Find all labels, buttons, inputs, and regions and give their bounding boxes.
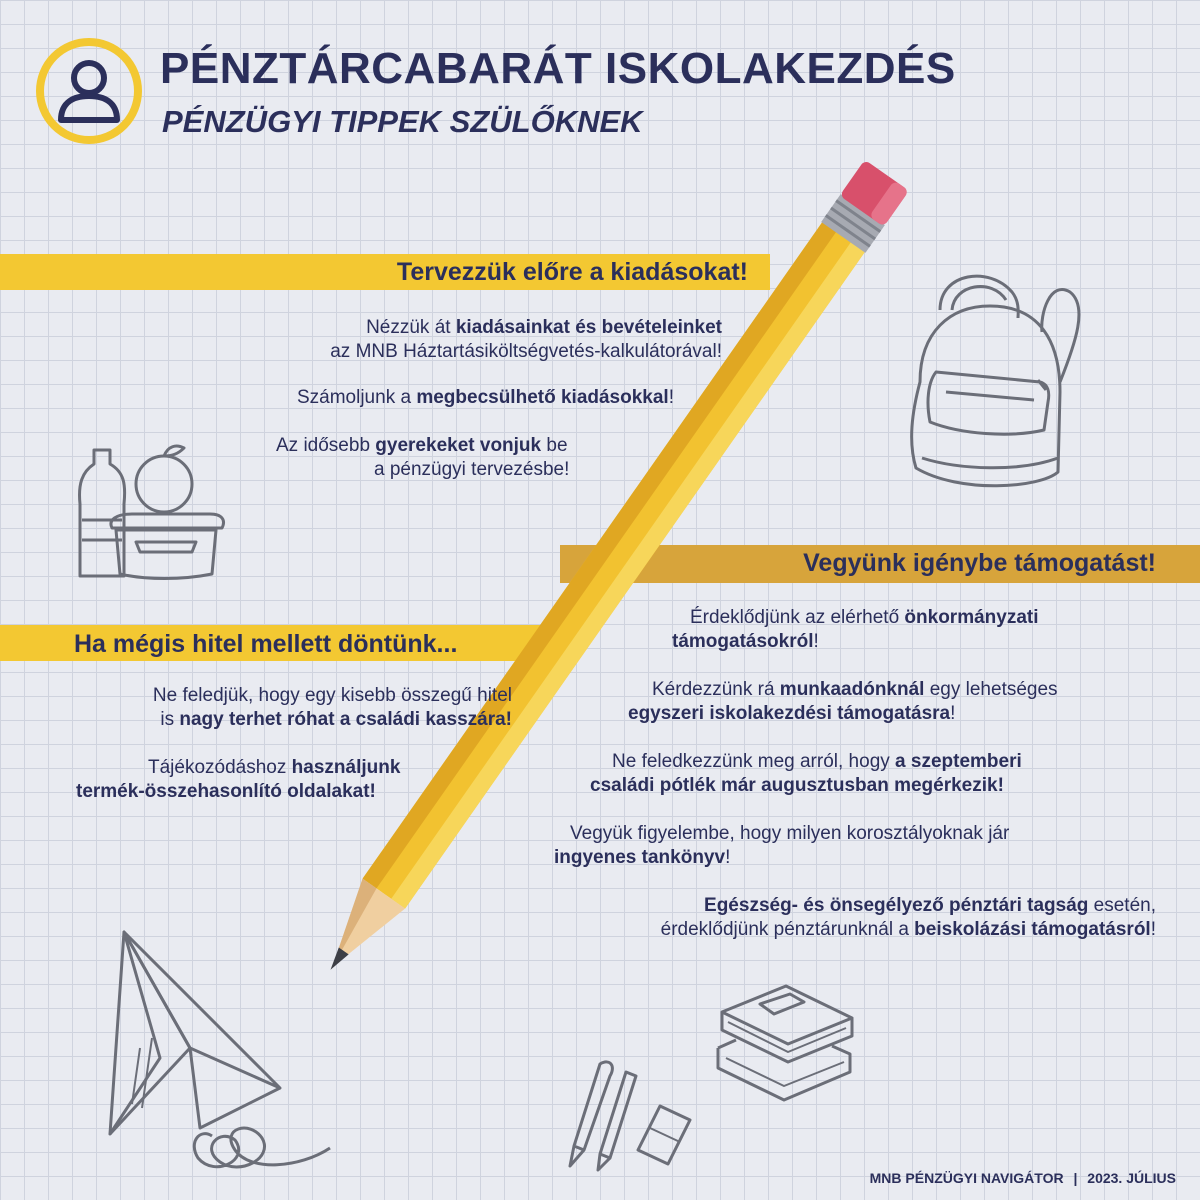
lunchbox-icon bbox=[72, 444, 232, 584]
section2-tip3: Ne feledkezzünk meg arról, hogy a szeptemberi családi pótlék már augusztusban megérkezik! bbox=[590, 751, 1022, 796]
section2-tip1: Érdeklődjünk az elérhető önkormányzati támogatásokról! bbox=[672, 607, 1039, 652]
footer-date: 2023. JÚLIUS bbox=[1087, 1170, 1176, 1186]
backpack-icon bbox=[900, 262, 1090, 502]
books-icon bbox=[712, 982, 862, 1106]
pens-icon bbox=[560, 1058, 710, 1178]
page-subtitle: PÉNZÜGYI TIPPEK SZÜLŐKNEK bbox=[162, 104, 643, 139]
section2-tip4: Vegyük figyelembe, hogy milyen korosztályoknak jár ingyenes tankönyv! bbox=[554, 823, 1010, 868]
section1-tip1: Nézzük át kiadásainkat és bevételeinket az MNB Háztartásiköltségvetés-kalkulátorával! bbox=[330, 317, 722, 362]
footer bbox=[870, 1170, 1176, 1186]
section3-heading: Ha mégis hitel mellett döntünk... bbox=[74, 630, 458, 658]
section1-tip3: Az idősebb gyerekeket vonjuk be a pénzügyi tervezésbe! bbox=[276, 435, 570, 480]
section2-tip5: Egészség- és önsegélyező pénztári tagság esetén, érdeklődjünk pénztárunknál a beiskolázási támogatásról! bbox=[660, 895, 1156, 940]
page-title: PÉNZTÁRCABARÁT ISKOLAKEZDÉS bbox=[160, 44, 956, 93]
paper-plane-icon bbox=[100, 928, 290, 1138]
section1-heading: Tervezzük előre a kiadásokat! bbox=[396, 258, 748, 286]
section2-tip2: Kérdezzünk rá munkaadónknál egy lehetséges egyszeri iskolakezdési támogatásra! bbox=[628, 679, 1058, 724]
section3-tip1: Ne feledjük, hogy egy kisebb összegű hitel is nagy terhet róhat a családi kasszára! bbox=[152, 685, 512, 730]
section3-tip2: Tájékozódáshoz használjunk termék-összehasonlító oldalakat! bbox=[76, 757, 401, 802]
footer-source: MNB PÉNZÜGYI NAVIGÁTOR bbox=[869, 1170, 1064, 1186]
footer-separator: | bbox=[1073, 1170, 1078, 1186]
section1-tip2: Számoljunk a megbecsülhető kiadásokkal! bbox=[296, 387, 674, 408]
section2-heading: Vegyünk igénybe támogatást! bbox=[803, 549, 1156, 577]
